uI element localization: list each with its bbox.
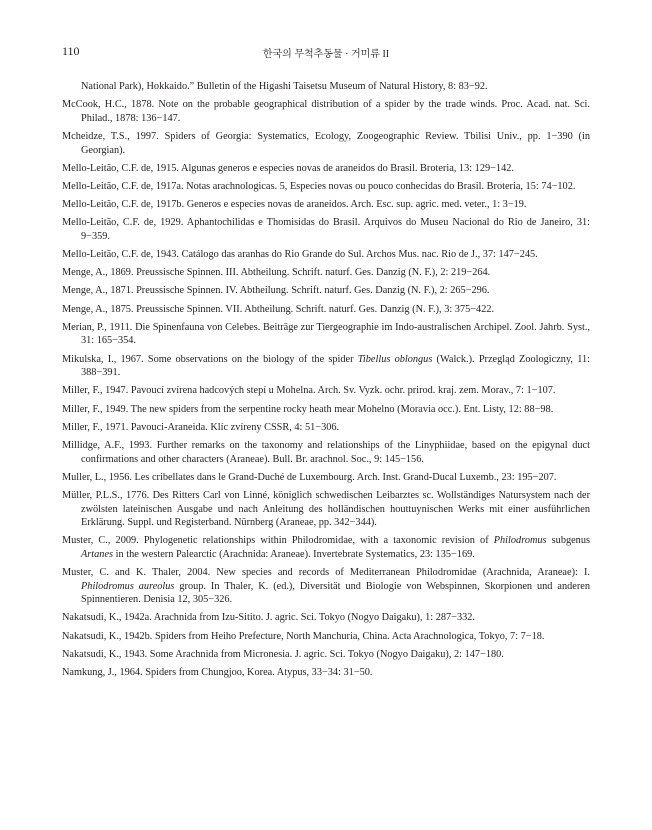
italic-taxon: Artanes xyxy=(81,548,114,560)
reference-entry-mello-1917a xyxy=(62,180,590,194)
reference-entry-muster-2004 xyxy=(62,566,590,607)
page-header xyxy=(62,44,590,60)
reference-text: McCook, H.C., 1878. Note on the probable geographical distribution of a spider by the trade winds. Proc. Acad. nat. Sci. Philad., 1878: 136−147. xyxy=(62,99,590,124)
reference-entry-muster-2009 xyxy=(62,534,590,561)
reference-text: Nakatsudi, K., 1943. Some Arachnida from Micronesia. J. agric. Sci. Tokyo (Nogyo Daigaku), 2: 147−180. xyxy=(62,648,504,660)
italic-taxon: Philodromus xyxy=(493,535,547,547)
reference-text: National Park), Hokkaido.” Bulletin of the Higashi Taisetsu Museum of Natural History, 8: 83−92. xyxy=(81,81,488,92)
reference-entry-nakatsudi-1942a xyxy=(62,611,590,625)
reference-entry-nakatsudi-1943 xyxy=(62,648,590,662)
reference-text: Miller, F., 1949. The new spiders from the serpentine rocky heath mear Mohelno (Moravia occ.). Ent. Listy, 12: 88−98. xyxy=(62,403,554,415)
reference-entry-mello-1943 xyxy=(62,248,590,262)
italic-taxon: Tibellus oblongus xyxy=(357,353,433,365)
reference-text: (Walck.). Przegląd Zoologiczny, 11: 388−391. xyxy=(81,353,590,379)
reference-entry-miller-1947 xyxy=(62,384,590,398)
reference-text: Nakatsudi, K., 1942a. Arachnida from Izu-Sitito. J. agric. Sci. Tokyo (Nogyo Daigaku), 1: 287−332. xyxy=(62,612,475,624)
reference-text: subgenus xyxy=(546,535,590,547)
reference-text: Mello-Leitão, C.F. de, 1915. Algunas generos e especies novas de araneidos do Brasil. Broteria, 13: 129−142. xyxy=(62,162,514,174)
reference-text: Miller, F., 1971. Pavouci-Araneida. Klíc zvíreny CSSR, 4: 51−306. xyxy=(62,421,340,433)
reference-entry-miller-1971 xyxy=(62,421,590,435)
reference-text: Mello-Leitão, C.F. de, 1917a. Notas arachnologicas. 5, Especies novas ou pouco conhecidas do Brasil. Broteria, 15: 74−102. xyxy=(62,180,576,192)
reference-text: Mcheidze, T.S., 1997. Spiders of Georgia: Systematics, Ecology, Zoogeographic Review. Tbilisi Univ., pp. 1−390 (in Georgian). xyxy=(62,130,590,156)
reference-text: Mello-Leitão, C.F. de, 1929. Aphantochilidas e Thomisidas do Brasil. Arquivos do Museu Nacional do Rio de Janeiro, 31: 9−359. xyxy=(62,217,590,242)
reference-text: Millidge, A.F., 1993. Further remarks on the taxonomy and relationships of the Linyphiidae, based on the epigynal duct confirmations and other characters (Araneae). Bull. Br. arachnol. Soc., 9: 145−156. xyxy=(62,439,590,465)
reference-list xyxy=(62,80,590,684)
reference-entry-mccook-1878 xyxy=(62,98,590,125)
reference-text: Mello-Leitão, C.F. de, 1943. Catálogo das aranhas do Rio Grande do Sul. Archos Mus. nac. Rio de J., 37: 147−245. xyxy=(62,249,538,261)
reference-text: Muster, C. and K. Thaler, 2004. New species and records of Mediterranean Philodromidae (Arachnida, Araneae): I. xyxy=(62,567,590,579)
reference-text: Muller, L., 1956. Les cribellates dans le Grand-Duché de Luxembourg. Arch. Inst. Grand-Ducal Luxemb., 23: 195−207. xyxy=(62,471,557,483)
reference-text: Mikulska, I., 1967. Some observations on the biology of the spider xyxy=(62,353,358,365)
reference-entry-menge-1871 xyxy=(62,284,590,298)
reference-entry-menge-1875 xyxy=(62,303,590,317)
reference-text: Menge, A., 1875. Preussische Spinnen. VII. Abtheilung. Schrift. naturf. Ges. Danzig (N. F.), 3: 375−422. xyxy=(62,303,495,315)
reference-text: Namkung, J., 1964. Spiders from Chungjoo, Korea. Atypus, 33−34: 31−50. xyxy=(62,667,373,679)
reference-entry-mello-1929 xyxy=(62,216,590,243)
reference-entry-nakatsudi-1942b xyxy=(62,630,590,644)
reference-text: group. In Thaler, K. (ed.), Diversität und Biologie von Webspinnen, Skorpionen und anderen Spinnentieren. Denisia 12, 305−326. xyxy=(81,580,590,606)
page-number: 110 xyxy=(62,44,80,58)
reference-entry-cont xyxy=(62,80,590,94)
reference-text: Nakatsudi, K., 1942b. Spiders from Heiho Prefecture, North Manchuria, China. Acta Arachnologica, Tokyo, 7: 7−18. xyxy=(62,630,545,642)
reference-text: Miller, F., 1947. Pavoucí zvírena hadcových stepí u Mohelna. Arch. Sv. Vyzk. ochr. prirod. kraj. zem. Morav., 7: 1−107. xyxy=(62,385,556,397)
reference-text: Müller, P.L.S., 1776. Des Ritters Carl von Linné, königlich schwedischen Leibarztes sc. Wollständiges Natursystem nach der zwölsten lateinischen Ausgabe und nach Anleitung des holländischen houttuynischen Werks mit einer ausführlichen Erklärung. Suppl. und Registerband. Nürnberg (Araneae, pp. 342−344). xyxy=(62,489,590,529)
reference-text: Muster, C., 2009. Phylogenetic relationships within Philodromidae, with a taxonomic revision of xyxy=(62,535,494,547)
running-title: 한국의 무척추동물 · 거미류 II xyxy=(262,49,390,60)
reference-entry-merian-1911 xyxy=(62,321,590,348)
reference-entry-miller-1949 xyxy=(62,403,590,417)
reference-text: Merian, P., 1911. Die Spinenfauna von Celebes. Beiträge zur Tiergeographie im Indo-australischen Archipel. Zool. Jahrb. Syst., 31: 165−354. xyxy=(62,321,590,347)
reference-entry-mcheidze-1997 xyxy=(62,130,590,157)
reference-entry-muller-1956 xyxy=(62,471,590,485)
italic-taxon: Philodromus aureolus xyxy=(81,580,175,592)
reference-entry-muller-1776 xyxy=(62,489,590,530)
reference-entry-mello-1915 xyxy=(62,162,590,176)
reference-entry-millidge-1993 xyxy=(62,439,590,466)
reference-text: in the western Palearctic (Arachnida: Araneae). Invertebrate Systematics, 23: 135−169. xyxy=(113,548,475,560)
reference-entry-menge-1869 xyxy=(62,266,590,280)
reference-entry-namkung-1964 xyxy=(62,666,590,680)
reference-entry-mikulska-1967 xyxy=(62,353,590,380)
reference-entry-mello-1917b xyxy=(62,198,590,212)
reference-text: Menge, A., 1871. Preussische Spinnen. IV. Abtheilung. Schrift. naturf. Ges. Danzig (N. F.), 2: 265−296. xyxy=(62,285,490,297)
reference-text: Menge, A., 1869. Preussische Spinnen. III. Abtheilung. Schrift. naturf. Ges. Danzig (N. F.), 2: 219−264. xyxy=(62,267,491,279)
reference-text: Mello-Leitão, C.F. de, 1917b. Generos e especies novas de araneidos. Arch. Esc. sup. agric. med. veter., 1: 3−19. xyxy=(62,199,527,211)
